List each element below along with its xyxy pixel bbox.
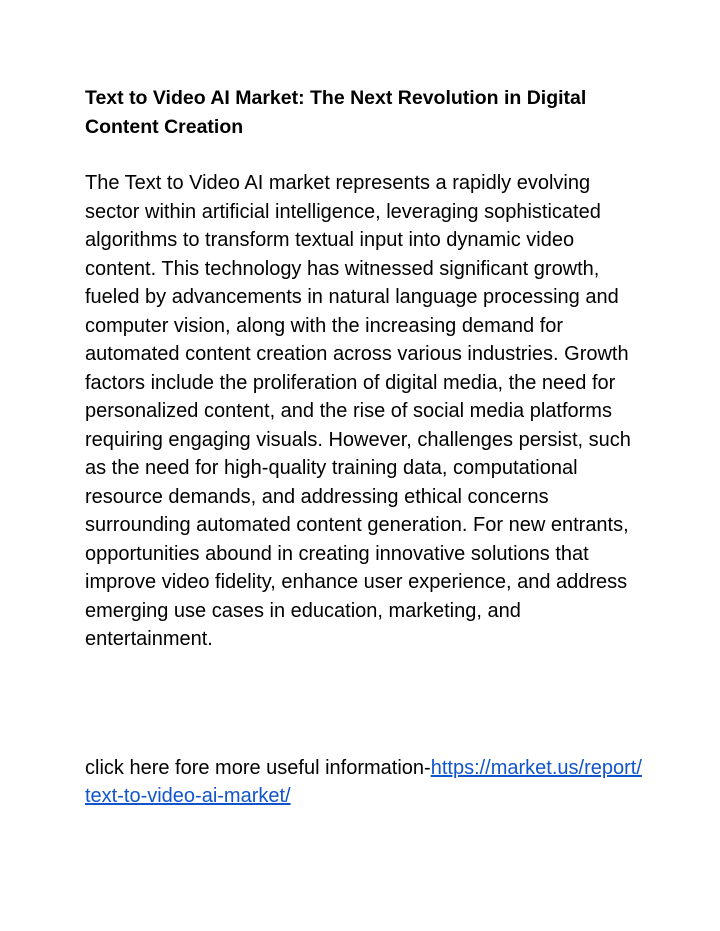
body-paragraph: The Text to Video AI market represents a rapidly evolving sector within artificial intelligence, leveraging sophisticated algorithms to transform textual input into dynamic video content. This technology has witnessed significant growth, fueled by advancements in natural language processing and computer vision, along with the increasing demand for automated content creation across various industries. Growth factors include the proliferation of digital media, the need for personalized content, and the rise of social media platforms requiring engaging visuals. However, challenges persist, such as the need for high-quality training data, computational resource demands, and addressing ethical concerns surrounding automated content generation. For new entrants, opportunities abound in creating innovative solutions that improve video fidelity, enhance user experience, and address emerging use cases in education, marketing, and entertainment.	[85, 172, 631, 650]
document-title: Text to Video AI Market: The Next Revolution in Digital Content Creation	[85, 87, 587, 138]
document-page	[85, 84, 645, 811]
cta-line	[85, 754, 645, 811]
cta-prefix-text: click here fore more useful information-	[85, 756, 431, 779]
report-link[interactable]: https://market.us/report/text-to-video-ai-market/	[85, 756, 642, 807]
